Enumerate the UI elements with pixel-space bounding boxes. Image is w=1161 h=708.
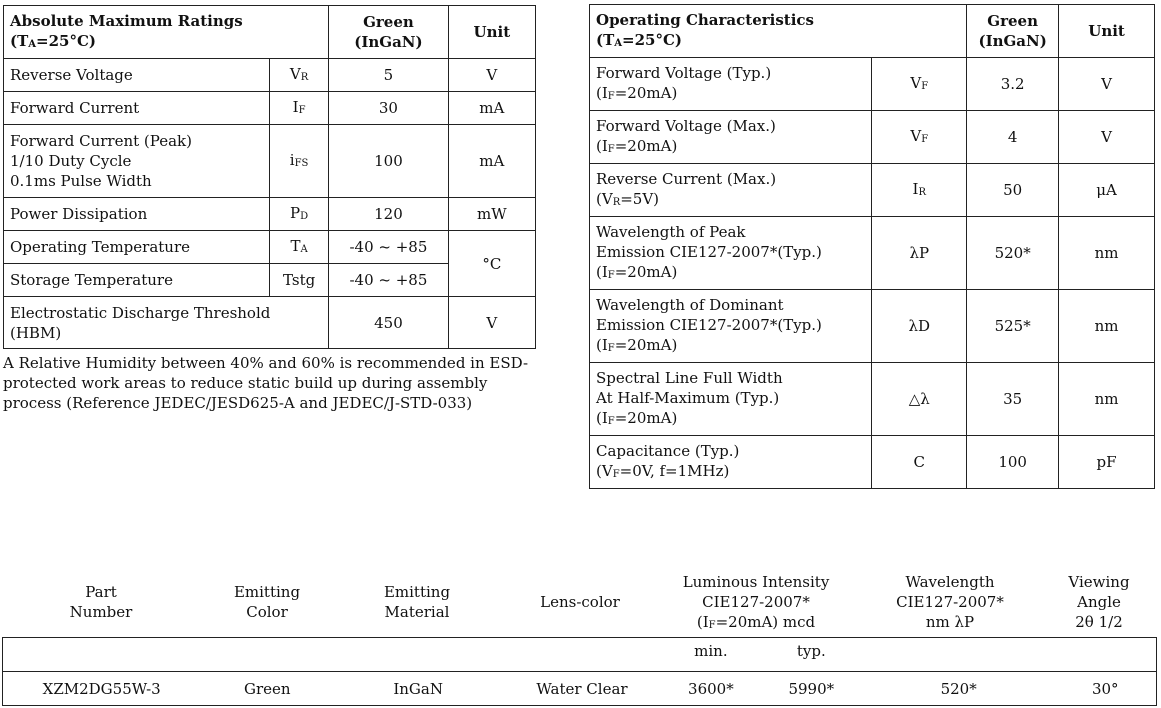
oc-title: Operating Characteristics bbox=[596, 10, 815, 29]
symbol-cell: Tstg bbox=[270, 264, 329, 297]
header-part-number: Part Number bbox=[69, 583, 133, 621]
operating-characteristics-table bbox=[589, 4, 1155, 489]
value-cell: 120 bbox=[329, 198, 448, 231]
symbol-cell: IF bbox=[270, 92, 329, 125]
symbol-cell: λP bbox=[872, 217, 967, 290]
humidity-note: A Relative Humidity between 40% and 60% is recommended in ESD-protected work areas to reduce static build up during assembly process (Reference JEDEC/JESD625-A and JEDEC/J-STD-033) bbox=[3, 354, 529, 412]
header-viewing-angle: Viewing Angle 2θ 1/2 bbox=[1068, 573, 1130, 631]
absolute-max-ratings-table bbox=[3, 5, 536, 349]
unit-cell: V bbox=[1059, 58, 1155, 111]
amr-title: Absolute Maximum Ratings bbox=[10, 11, 243, 30]
unit-cell: °C bbox=[448, 231, 535, 297]
value-cell: 525* bbox=[967, 290, 1059, 363]
table-row bbox=[4, 231, 536, 264]
table-row bbox=[4, 59, 536, 92]
param-cell: Forward Current bbox=[4, 92, 270, 125]
table-row bbox=[3, 672, 1157, 706]
param-cell: Capacitance (Typ.) (VF=0V, f=1MHz) bbox=[590, 436, 872, 489]
header-wavelength: Wavelength CIE127-2007* nm λP bbox=[896, 573, 1004, 631]
unit-cell: nm bbox=[1059, 363, 1155, 436]
unit-cell: μA bbox=[1059, 164, 1155, 217]
value-cell: 30 bbox=[329, 92, 448, 125]
value-cell: 100 bbox=[329, 125, 448, 198]
value-cell: 100 bbox=[967, 436, 1059, 489]
table-row bbox=[590, 217, 1155, 290]
amr-col-unit: Unit bbox=[448, 6, 535, 59]
unit-cell: mA bbox=[448, 125, 535, 198]
value-cell: 450 bbox=[329, 297, 448, 349]
amr-col-green: Green (InGaN) bbox=[329, 6, 448, 59]
unit-cell: V bbox=[448, 59, 535, 92]
table-row bbox=[590, 290, 1155, 363]
oc-condition: (TA=25°C) bbox=[596, 30, 683, 49]
cell-part-number: XZM2DG55W-3 bbox=[42, 679, 161, 698]
table-row bbox=[590, 58, 1155, 111]
cell-min: 3600* bbox=[688, 679, 734, 698]
oc-title-cell bbox=[590, 5, 967, 58]
value-cell: -40 ~ +85 bbox=[329, 264, 448, 297]
value-cell: 5 bbox=[329, 59, 448, 92]
unit-cell: mW bbox=[448, 198, 535, 231]
value-cell: 50 bbox=[967, 164, 1059, 217]
table-row bbox=[4, 92, 536, 125]
cell-wavelength: 520* bbox=[940, 679, 977, 698]
header-luminous-intensity: Luminous Intensity CIE127-2007* (IF=20mA) mcd bbox=[682, 573, 830, 631]
param-cell: Forward Current (Peak) 1/10 Duty Cycle 0.1ms Pulse Width bbox=[4, 125, 270, 198]
value-cell: 3.2 bbox=[967, 58, 1059, 111]
sub-header-typ: typ. bbox=[760, 638, 863, 672]
param-cell: Forward Voltage (Typ.) (IF=20mA) bbox=[590, 58, 872, 111]
unit-cell: mA bbox=[448, 92, 535, 125]
cell-material: InGaN bbox=[393, 679, 443, 698]
symbol-cell: VR bbox=[270, 59, 329, 92]
header-lens-color: Lens-color bbox=[540, 593, 620, 611]
header-emitting-color: Emitting Color bbox=[233, 583, 301, 621]
symbol-cell: C bbox=[872, 436, 967, 489]
table-row bbox=[590, 363, 1155, 436]
unit-cell: V bbox=[448, 297, 535, 349]
table-row bbox=[4, 125, 536, 198]
param-cell: Spectral Line Full Width At Half-Maximum (Typ.) (IF=20mA) bbox=[590, 363, 872, 436]
symbol-cell: iFS bbox=[270, 125, 329, 198]
unit-cell: nm bbox=[1059, 290, 1155, 363]
oc-col-green: Green (InGaN) bbox=[967, 5, 1059, 58]
symbol-cell: VF bbox=[872, 111, 967, 164]
oc-col-unit: Unit bbox=[1059, 5, 1155, 58]
cell-lens: Water Clear bbox=[536, 679, 628, 698]
cell-angle: 30° bbox=[1091, 679, 1119, 698]
table-row bbox=[4, 198, 536, 231]
header-emitting-material: Emitting Material bbox=[383, 583, 451, 621]
symbol-cell: IR bbox=[872, 164, 967, 217]
amr-title-cell bbox=[4, 6, 329, 59]
value-cell: 4 bbox=[967, 111, 1059, 164]
param-cell: Forward Voltage (Max.) (IF=20mA) bbox=[590, 111, 872, 164]
value-cell: 35 bbox=[967, 363, 1059, 436]
cell-typ: 5990* bbox=[788, 679, 835, 698]
symbol-cell: PD bbox=[270, 198, 329, 231]
sub-header-min: min. bbox=[662, 638, 760, 672]
symbol-cell: λD bbox=[872, 290, 967, 363]
table-row bbox=[590, 111, 1155, 164]
symbol-cell: TA bbox=[270, 231, 329, 264]
param-cell: Operating Temperature bbox=[4, 231, 270, 264]
param-cell: Electrostatic Discharge Threshold (HBM) bbox=[4, 297, 329, 349]
unit-cell: V bbox=[1059, 111, 1155, 164]
symbol-cell: △λ bbox=[872, 363, 967, 436]
param-cell: Power Dissipation bbox=[4, 198, 270, 231]
value-cell: -40 ~ +85 bbox=[329, 231, 448, 264]
param-cell: Wavelength of Dominant Emission CIE127-2007*(Typ.) (IF=20mA) bbox=[590, 290, 872, 363]
param-cell: Storage Temperature bbox=[4, 264, 270, 297]
param-cell: Wavelength of Peak Emission CIE127-2007*(Typ.) (IF=20mA) bbox=[590, 217, 872, 290]
amr-condition: (TA=25°C) bbox=[10, 31, 97, 50]
part-table-header bbox=[0, 573, 1161, 637]
sub-header-row bbox=[3, 638, 1157, 672]
part-table bbox=[2, 637, 1157, 706]
symbol-cell: VF bbox=[872, 58, 967, 111]
cell-color: Green bbox=[244, 679, 291, 698]
value-cell: 520* bbox=[967, 217, 1059, 290]
param-cell: Reverse Current (Max.) (VR=5V) bbox=[590, 164, 872, 217]
unit-cell: pF bbox=[1059, 436, 1155, 489]
table-row bbox=[4, 297, 536, 349]
table-row bbox=[590, 436, 1155, 489]
param-cell: Reverse Voltage bbox=[4, 59, 270, 92]
table-row bbox=[590, 164, 1155, 217]
unit-cell: nm bbox=[1059, 217, 1155, 290]
